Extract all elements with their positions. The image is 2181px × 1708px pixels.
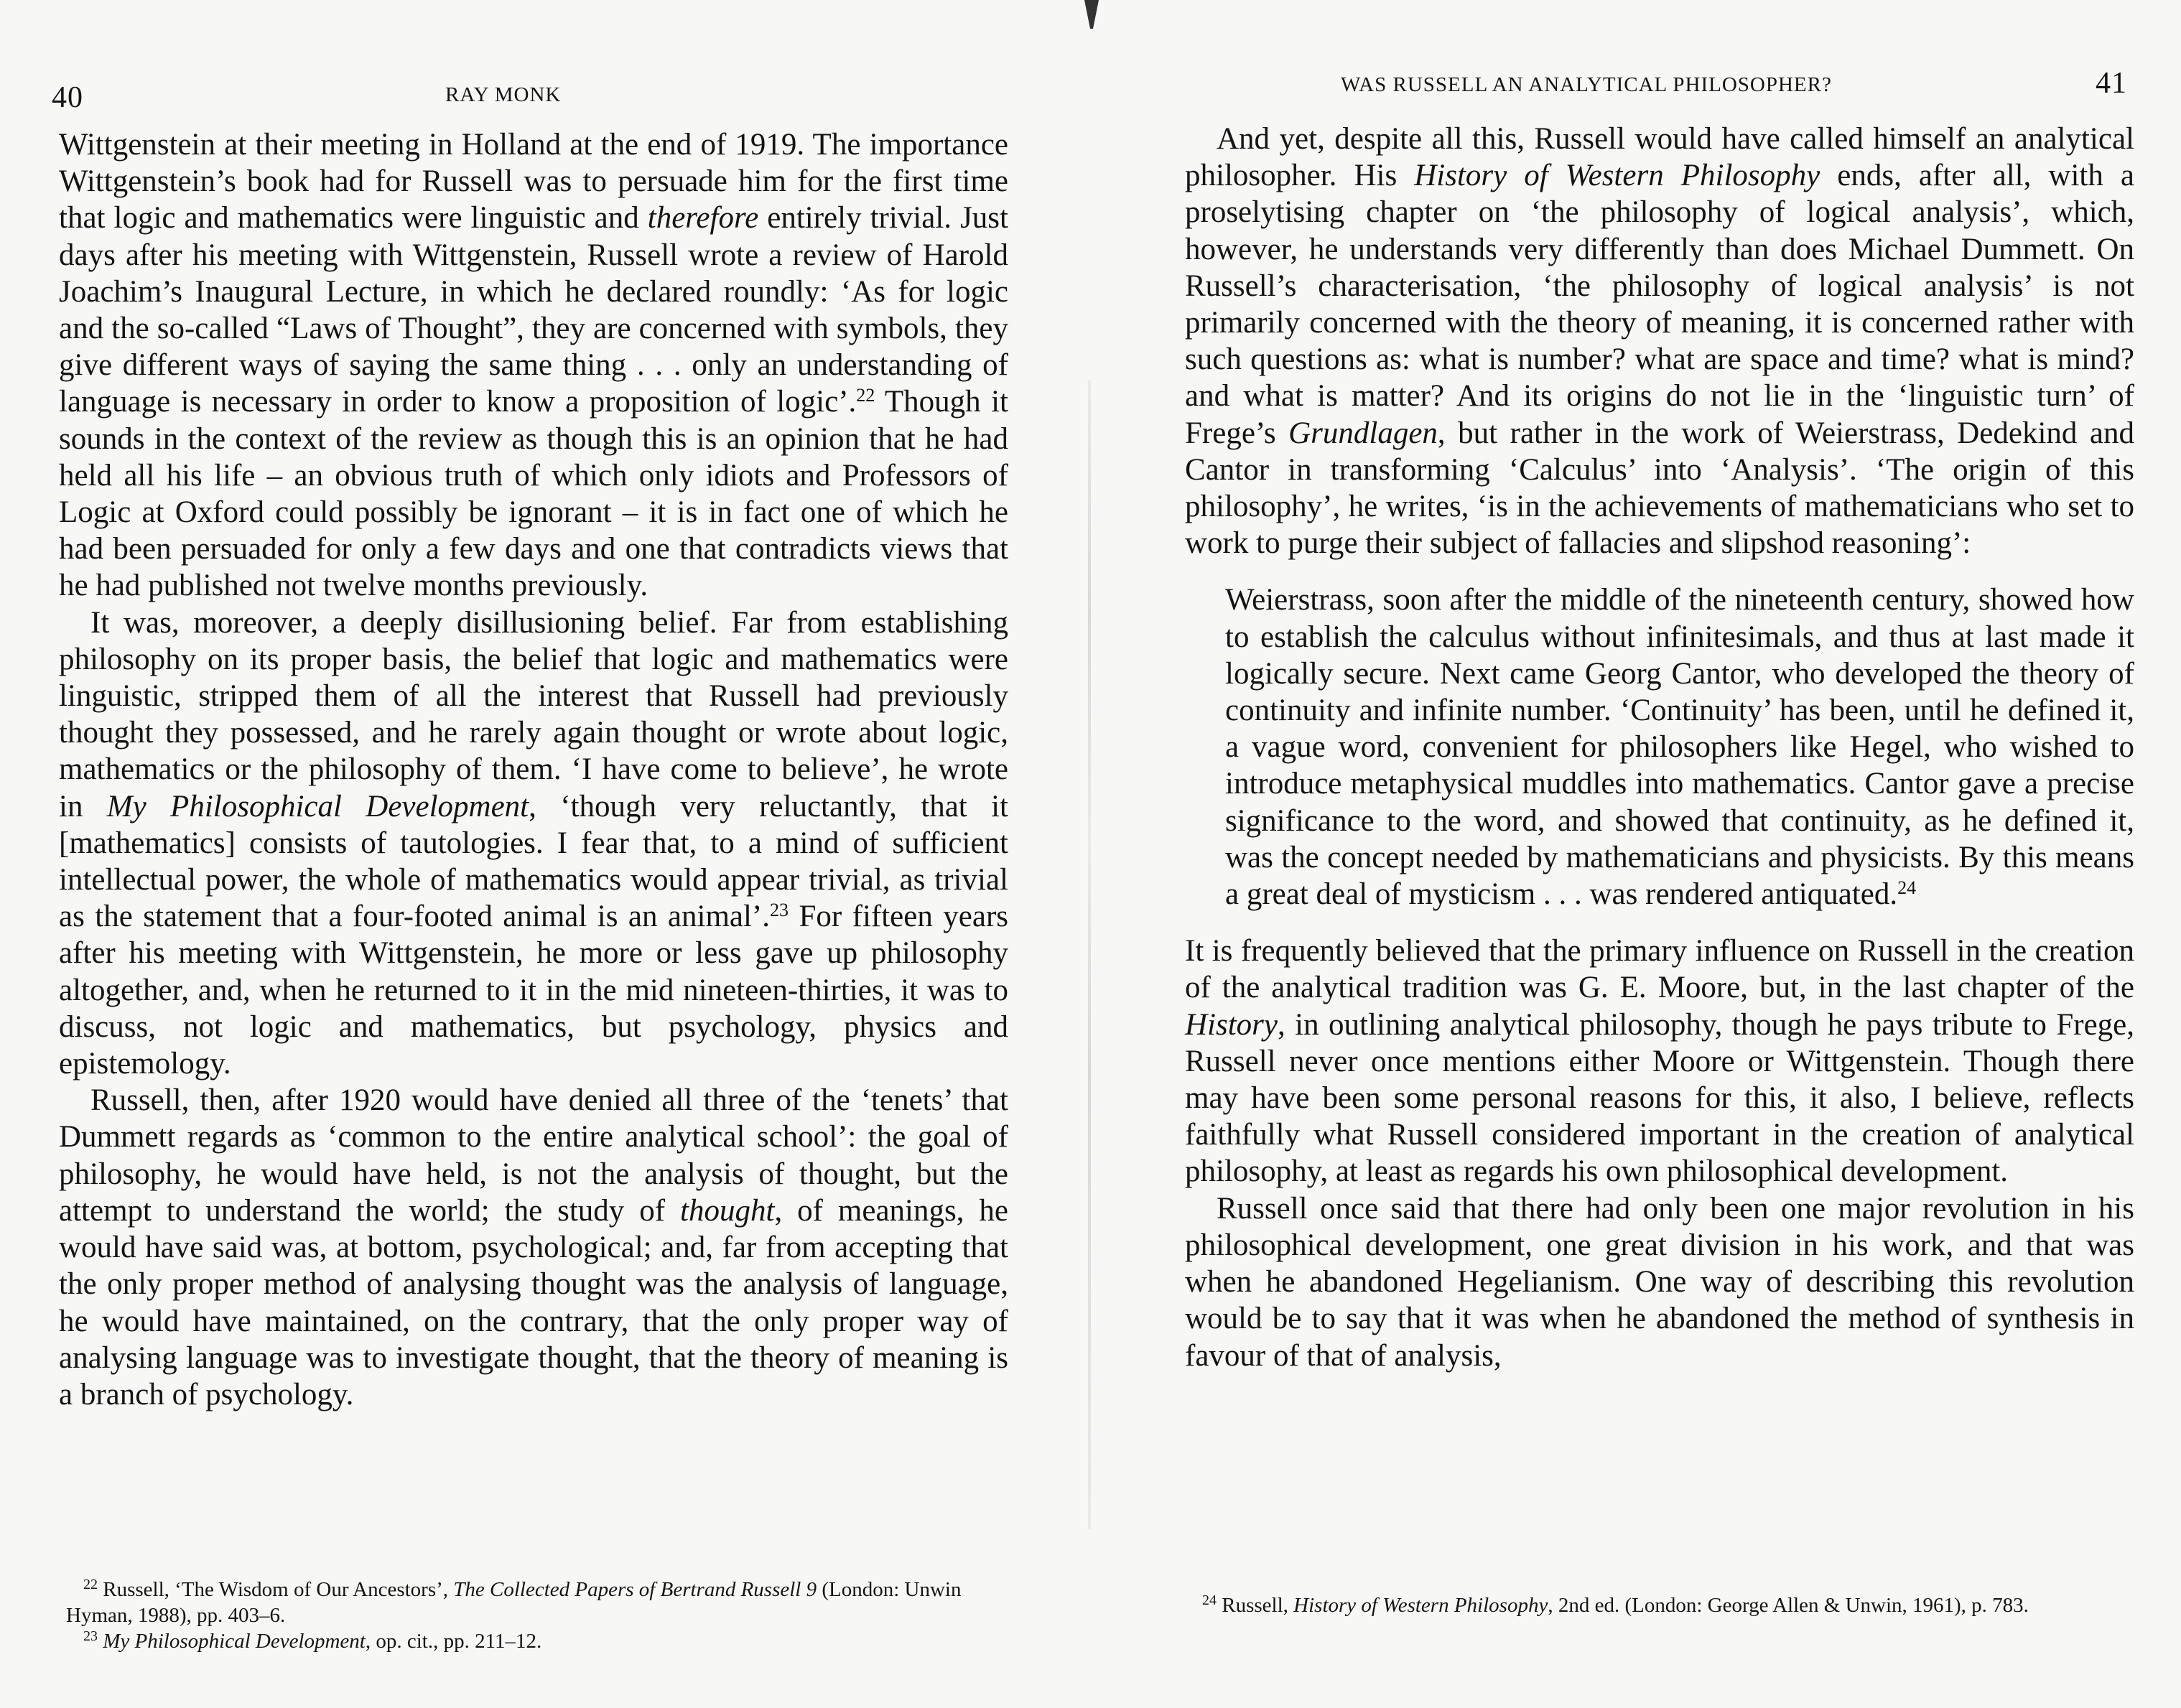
- footnote-marker: 24: [1897, 877, 1917, 899]
- right-page: [1077, 0, 2181, 1708]
- paragraph: [59, 605, 1008, 1083]
- italic-text: History: [1185, 1007, 1278, 1042]
- italic-text: History of Western Philosophy: [1293, 1594, 1548, 1617]
- text-run: It was, moreover, a deeply disillusioning belief. Far from establishing philosophy on its proper basis, the belief that logic and mathematics were linguistic, stripped them of all the interest that Russell had previously thought they possessed, and he rarely again thought or wrote about logic, mathematics or the philosophy of them. ‘I have come to believe’, he wrote in: [59, 605, 1008, 823]
- block-quote: [1225, 582, 2134, 913]
- footnote-marker: 23: [770, 900, 789, 921]
- italic-text: Grundlagen: [1288, 416, 1438, 450]
- text-run: entirely trivial. Just days after his meeting with Wittgenstein, Russell wrote a review of Harold Joachim’s Inaugural Lecture, in which he declared roundly: ‘As for logic and the so-called “Laws of Thought”, they are concerned with symbols, they give different ways of saying the same thing . . . only an understanding of language is necessary in order to know a proposition of logic’.: [59, 201, 1008, 419]
- footnote-marker: 24: [1202, 1592, 1217, 1608]
- text-run: , in outlining analytical philosophy, though he pays tribute to Frege, Russell never once mentions either Moore or Wittgenstein. Though there may have been some personal reasons for this, it also, I believe, reflects faithfully what Russell considered important in the creation of analytical philosophy, at least as regards his own philosophical development.: [1185, 1007, 2134, 1189]
- right-footnotes: [1185, 1592, 2140, 1618]
- paragraph: [59, 126, 1008, 605]
- text-run: Russell, ‘The Wisdom of Our Ancestors’,: [98, 1578, 454, 1601]
- italic-text: The Collected Papers of Bertrand Russell 9: [453, 1578, 817, 1601]
- paragraph: [1185, 933, 2134, 1190]
- left-running-head: RAY MONK: [445, 83, 562, 106]
- footnote-marker: 22: [856, 385, 875, 406]
- text-run: (London: Unwin Hyman, 1988), pp. 403–6.: [66, 1578, 962, 1627]
- text-run: , 2nd ed. (London: George Allen & Unwin, 1961), p. 783.: [1548, 1594, 2029, 1617]
- italic-text: My Philosophical Development: [106, 789, 529, 823]
- left-page: [0, 0, 1077, 1708]
- right-running-head: WAS RUSSELL AN ANALYTICAL PHILOSOPHER?: [1341, 73, 1832, 96]
- text-run: Russell, then, after 1920 would have denied all three of the ‘tenets’ that Dummett regards as ‘common to the entire analytical school’: the goal of philosophy, he would have held, is not the analysis of thought, but the attempt to understand the world; the study of: [59, 1083, 1008, 1228]
- paragraph: [1185, 1190, 2134, 1374]
- text-run: , ‘though very reluctantly, that it [mathematics] consists of tautologies. I fear that, to a mind of sufficient intellectual power, the whole of mathematics would appear trivial, as trivial as the statement that a four-footed animal is an animal’.: [59, 789, 1008, 934]
- paragraph: [1185, 121, 2134, 561]
- italic-text: therefore: [647, 201, 759, 235]
- text-run: For fifteen years after his meeting with Wittgenstein, he more or less gave up philosophy altogether, and, when he returned to it in the mid nineteen-thirties, it was to discuss, not logic and mathematics, but psychology, physics and epistemology.: [59, 900, 1008, 1081]
- paragraph: [59, 1082, 1008, 1413]
- text-run: ends, after all, with a proselytising chapter on ‘the philosophy of logical analysis’, which, however, he understands very differently than does Michael Dummett. On Russell’s characterisation, ‘the philosophy of logical analysis’ is not primarily concerned with the theory of meaning, it is concerned rather with such questions as: what is number? what are space and time? what is mind? and what is matter? And its origins do not lie in the ‘linguistic turn’ of Frege’s: [1185, 159, 2134, 450]
- text-run: , but rather in the work of Weierstrass, Dedekind and Cantor in transforming ‘Calculus’ into ‘Analysis’. ‘The origin of this philosophy’, he writes, ‘is in the achievements of mathematicians who set to work to purge their subject of fallacies and slipshod reasoning’:: [1185, 416, 2134, 561]
- text-run: Weierstrass, soon after the middle of the nineteenth century, showed how to establish the calculus without infinitesimals, and thus at last made it logically secure. Next came Georg Cantor, who developed the theory of continuity and infinite number. ‘Continuity’ has been, until he defined it, a vague word, convenient for philosophers like Hegel, who wished to introduce metaphysical muddles into mathematics. Cantor gave a precise significance to the word, and showed that continuity, as he defined it, was the concept needed by mathematicians and physicists. By this means a great deal of mysticism . . . was rendered antiquated.: [1225, 583, 2134, 912]
- text-run: Though it sounds in the context of the review as though this is an opinion that he had held all his life – an obvious truth of which only idiots and Professors of Logic at Oxford could possibly be ignorant – it is in fact one of which he had been persuaded for only a few days and one that contradicts views that he had published not twelve months previously.: [59, 385, 1008, 603]
- text-run: , of meanings, he would have said was, at bottom, psychological; and, far from accepting that the only proper method of analysing thought was the analysis of language, he would have maintained, on the contrary, that the only proper way of analysing language was to investigate thought, that the theory of meaning is a branch of psychology.: [59, 1193, 1008, 1411]
- italic-text: History of Western Philosophy: [1414, 159, 1820, 193]
- text-run: Wittgenstein at their meeting in Holland at the end of 1919. The importance Wittgenstein’s book had for Russell was to persuade him for the first time that logic and mathematics were linguistic and: [59, 128, 1008, 235]
- footnote: [1185, 1592, 2140, 1618]
- text-run: It is frequently believed that the primary influence on Russell in the creation of the analytical tradition was G. E. Moore, but, in the last chapter of the: [1185, 934, 2134, 1005]
- italic-text: thought: [680, 1193, 775, 1228]
- footnote: [66, 1628, 1014, 1654]
- text-run: Russell,: [1217, 1594, 1294, 1617]
- footnote: [66, 1577, 1014, 1628]
- footnote-marker: 23: [83, 1628, 98, 1644]
- right-page-number: 41: [2096, 67, 2127, 100]
- footnote-marker: 22: [83, 1577, 98, 1592]
- left-footnotes: [66, 1577, 1014, 1654]
- left-page-number: 40: [52, 81, 83, 114]
- italic-text: My Philosophical Development: [103, 1630, 366, 1653]
- right-body-text: [1185, 121, 2134, 1374]
- left-body-text: [59, 126, 1008, 1413]
- text-run: Russell once said that there had only been one major revolution in his philosophical development, one great division in his work, and that was when he abandoned Hegelianism. One way of describing this revolution would be to say that it was when he abandoned the method of synthesis in favour of that of analysis,: [1185, 1191, 2134, 1373]
- text-run: , op. cit., pp. 211–12.: [365, 1630, 542, 1653]
- text-run: And yet, despite all this, Russell would have called himself an analytical philosopher. His: [1185, 122, 2134, 193]
